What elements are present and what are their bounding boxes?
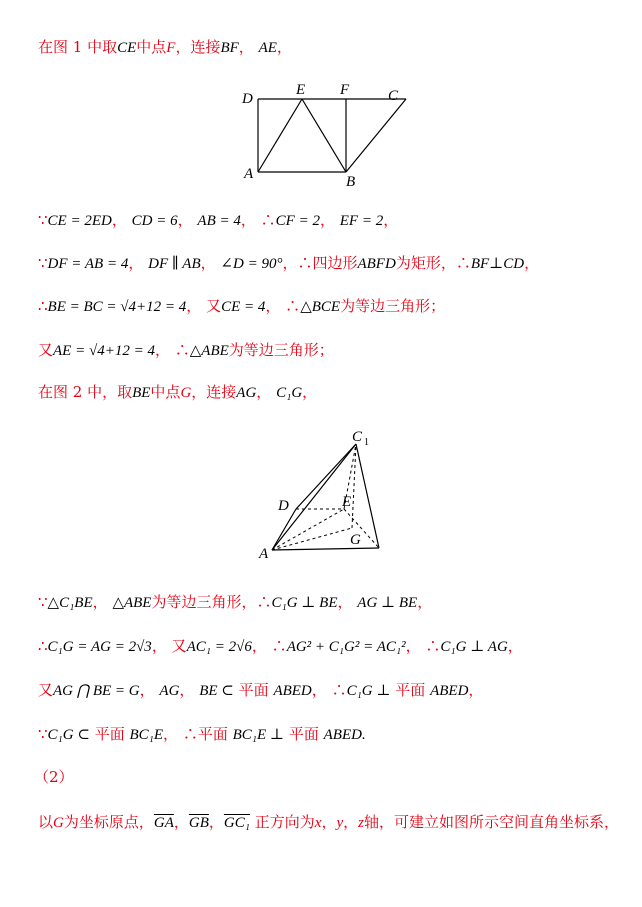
symbol: ∴ [38, 297, 48, 315]
math: ABFD [357, 256, 396, 272]
text: 在图 2 中，取 [38, 383, 133, 401]
text: ， [238, 38, 254, 56]
math: G [180, 385, 192, 401]
text: ， [173, 813, 189, 831]
math: AG [236, 385, 257, 401]
label-E: E [296, 82, 306, 98]
symbol: ∴ [285, 297, 301, 315]
symbol: ∴ [425, 637, 441, 655]
math: CE [117, 40, 137, 56]
math: $\overline{GB}$ [188, 815, 209, 831]
math: △BCE [300, 299, 341, 315]
text-line-10 [38, 724, 366, 745]
math: EF = 2 [339, 213, 384, 229]
symbol: ∴ [271, 637, 287, 655]
text: ， [240, 211, 256, 229]
text: 正方向为 [254, 813, 315, 831]
text: ， [311, 681, 327, 699]
label-C1: C [352, 429, 363, 445]
label-C1-subscript: 1 [364, 437, 369, 448]
text: ， [319, 211, 335, 229]
text-line-4 [38, 296, 445, 317]
math: BC₁E ⊥ [232, 727, 285, 743]
text: ， [507, 637, 523, 655]
text-line-8 [38, 636, 523, 657]
math: $\overline{GA}$ [153, 815, 174, 831]
math: ABED [430, 683, 469, 699]
math: AG² + C₁G² = AC₁² [286, 639, 406, 655]
text: ，连接 [175, 38, 221, 56]
math: ∠D = 90° [220, 256, 283, 272]
figure-1 [236, 80, 416, 190]
math: CE = 4 [221, 299, 266, 315]
math: C₁G ⊥ AG [440, 639, 508, 655]
math: DF = AB = 4 [47, 256, 129, 272]
text: ， [276, 38, 292, 56]
symbol: ∴ [174, 341, 190, 359]
text-line-1 [38, 37, 292, 58]
text: 平面 [288, 725, 319, 743]
math: BE ⊂ [199, 683, 234, 699]
label-F: F [340, 82, 350, 98]
text: ， [282, 254, 298, 272]
text: ， [265, 297, 281, 315]
math: AE [258, 40, 277, 56]
text: 又 [206, 297, 222, 315]
text: ， [151, 637, 167, 655]
text: 平面 [395, 681, 426, 699]
text: ， [154, 341, 170, 359]
symbol: ∵ [38, 725, 48, 743]
text: ， [163, 725, 179, 743]
text: ， [256, 383, 272, 401]
math: AB = 4 [197, 213, 241, 229]
label-D: D [242, 91, 253, 107]
math: C₁G ⊂ [47, 727, 90, 743]
label-B: B [346, 174, 356, 190]
math: C₁G = AG = 2√3 [47, 639, 152, 655]
text: 又 [38, 681, 54, 699]
math: C₁G ⊥ [346, 683, 391, 699]
text: 为坐标原点， [63, 813, 154, 831]
symbol: ∴ [455, 254, 471, 272]
text: 为等边三角形， [151, 593, 257, 611]
math: BE = BC = √4+12 = 4 [47, 299, 187, 315]
text-line-9 [38, 680, 483, 701]
text: ， [302, 383, 318, 401]
text: ∴四边形 [297, 254, 358, 272]
text-line-5 [38, 340, 334, 361]
text: ， [383, 211, 399, 229]
text: ， [337, 593, 353, 611]
math: △ABE [112, 595, 152, 611]
text: ， [405, 637, 421, 655]
text: ， [208, 813, 224, 831]
text-line-12 [38, 812, 619, 833]
text: 轴，可建立如图所示空间直角坐标系， [363, 813, 619, 831]
text: ， [251, 637, 267, 655]
text: ， [177, 211, 193, 229]
text-line-6 [38, 382, 317, 403]
label-A: A [244, 166, 254, 182]
text: 中点 [150, 383, 181, 401]
text: ， [111, 211, 127, 229]
math: y [336, 815, 344, 831]
math: z [358, 815, 364, 831]
text: 为等边三角形； [340, 297, 446, 315]
symbol: ∵ [38, 254, 48, 272]
text: ， [128, 254, 144, 272]
text: ， [321, 813, 337, 831]
math: AG [159, 683, 180, 699]
symbol: ∴ [256, 593, 272, 611]
label-D: D [278, 498, 289, 514]
text: ， [186, 297, 202, 315]
text: 以 [38, 813, 54, 831]
text-line-11 [34, 767, 74, 787]
text: 平面 [94, 725, 125, 743]
math: AC₁ = 2√6 [186, 639, 252, 655]
text: ， [139, 681, 155, 699]
text: 在图 1 中取 [38, 38, 118, 56]
math: △C₁BE [47, 595, 93, 611]
text: ∴平面 [182, 725, 228, 743]
symbol: ∴ [331, 681, 347, 699]
math: BC₁E [129, 727, 164, 743]
figure-2 [258, 426, 388, 562]
math: ABED [323, 727, 362, 743]
math: F [166, 40, 176, 56]
text: 又 [171, 637, 187, 655]
math: BF [220, 40, 239, 56]
math: G [53, 815, 64, 831]
math: DF ∥ AB [148, 256, 201, 272]
text: . [361, 727, 366, 743]
text-line-2 [38, 210, 398, 231]
math: CD = 6 [131, 213, 178, 229]
text: 为矩形， [395, 254, 456, 272]
text: 为等边三角形； [228, 341, 334, 359]
math: GC₁ [223, 815, 250, 831]
label-A: A [259, 546, 269, 562]
symbol: ∵ [38, 211, 48, 229]
symbol: ∴ [38, 637, 48, 655]
text: ， [92, 593, 108, 611]
math: BF⊥CD [470, 256, 525, 272]
text: 又 [38, 341, 54, 359]
section-number: （2） [34, 768, 74, 786]
math: ABED [273, 683, 312, 699]
math: x [314, 815, 322, 831]
text-line-7 [38, 592, 432, 613]
label-C: C [388, 88, 399, 104]
math: CE = 2ED [47, 213, 112, 229]
label-G: G [350, 532, 361, 548]
math: C₁G [276, 385, 303, 401]
label-E: E [342, 494, 352, 510]
text: 平面 [238, 681, 269, 699]
math: AE = √4+12 = 4 [53, 343, 155, 359]
text: ， [179, 681, 195, 699]
text: 中点 [136, 38, 167, 56]
text: ， [417, 593, 433, 611]
math: AG ⋂ BE = G [53, 683, 140, 699]
symbol: ∵ [38, 593, 48, 611]
text: ，连接 [191, 383, 237, 401]
text: ， [200, 254, 216, 272]
math: CF = 2 [275, 213, 320, 229]
math: BE [132, 385, 151, 401]
math: △ABE [189, 343, 229, 359]
text: ， [343, 813, 359, 831]
math: C₁G ⊥ BE [271, 595, 338, 611]
symbol: ∴ [260, 211, 276, 229]
text-line-3 [38, 253, 539, 274]
text: ， [468, 681, 484, 699]
math: AG ⊥ BE [357, 595, 418, 611]
text: ， [524, 254, 540, 272]
